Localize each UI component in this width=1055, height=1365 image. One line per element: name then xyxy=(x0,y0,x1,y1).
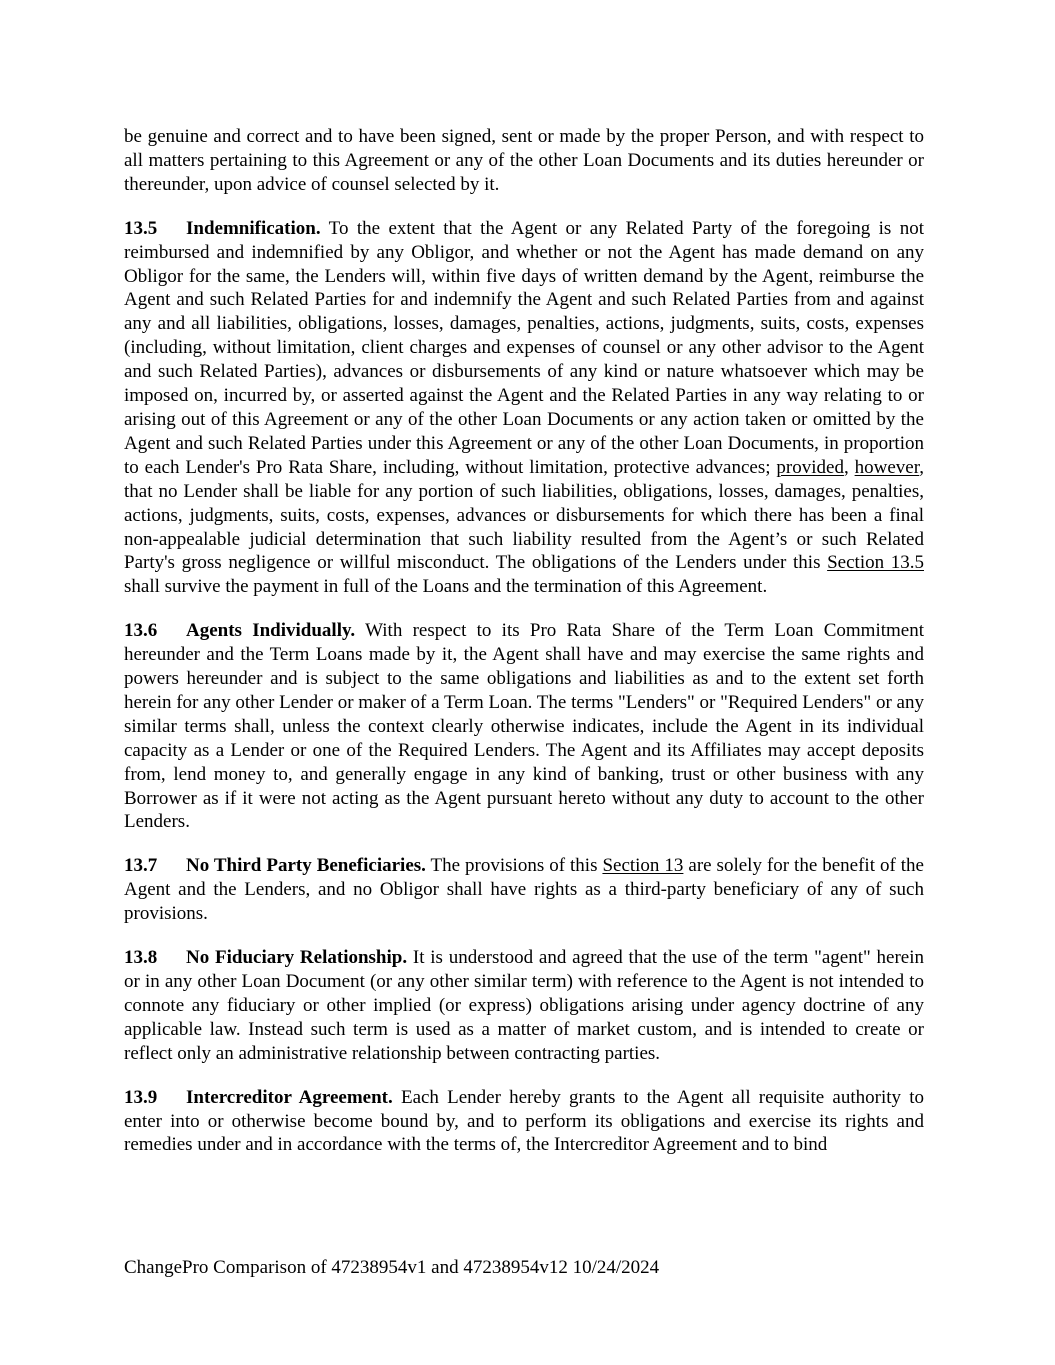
section-title: No Fiduciary Relationship. xyxy=(186,947,408,969)
document-page-body xyxy=(124,125,924,1177)
page-footer: ChangePro Comparison of 47238954v1 and 47238954v12 10/24/2024 xyxy=(124,1257,660,1278)
section-number: 13.7 xyxy=(124,855,158,877)
section-body: To the extent that the Agent or any Related Party of the foregoing is not reimbursed and indemnified by any Obligor, and whether or not the Agent has made demand on any Obligor for the same, the Lenders will, within five days of written demand by the Agent, reimburse the Agent and such Related Parties for and indemnify the Agent and such Related Parties from and against any and all liabilities, obligations, losses, damages, penalties, actions, judgments, suits, costs, expenses (including, without limitation, client charges and expenses of counsel or any other advisor to the Agent and such Related Parties), advances or disbursements of any kind or nature whatsoever which may be imposed on, incurred by, or asserted against the Agent and the Related Parties in any way relating to or arising out of this Agreement or any of the other Loan Documents or any action taken or omitted by the Agent and such Related Parties under this Agreement or any of the other Loan Documents, in proportion to each Lender's Pro Rata Share, including, without limitation, protective advances; xyxy=(124,217,924,478)
section-reference: Section 13.5 xyxy=(827,552,924,574)
provided-term: provided xyxy=(776,456,844,478)
section-number: 13.9 xyxy=(124,1086,158,1108)
section-number: 13.6 xyxy=(124,620,158,642)
section-body: , that no Lender shall be liable for any portion of such liabilities, obligations, losses, damages, penalties, actions, judgments, suits, costs, expenses, advances or disbursements for which there has been a final non-appealable judicial determination that such liability resulted from the Agent’s or such Related Party's gross negligence or willful misconduct. The obligations of the Lenders under this xyxy=(124,456,925,574)
section-title: Intercreditor Agreement. xyxy=(186,1086,393,1108)
section-body: are solely for the benefit of the Agent and the Lenders, and no Obligor shall have rights as a third-party beneficiary of any of such provisions. xyxy=(124,855,924,925)
section-title: No Third Party Beneficiaries. xyxy=(186,855,426,877)
section-title: Agents Individually. xyxy=(186,620,356,642)
section-number: 13.8 xyxy=(124,947,158,969)
section-reference: Section 13 xyxy=(602,855,684,877)
section-13-6-paragraph xyxy=(124,619,924,834)
section-title: Indemnification. xyxy=(186,217,321,239)
continuation-paragraph xyxy=(124,125,924,197)
section-number: 13.5 xyxy=(124,217,158,239)
however-term: however xyxy=(854,456,920,478)
section-13-8-paragraph xyxy=(124,946,924,1066)
section-13-7-paragraph xyxy=(124,854,924,926)
section-body: shall survive the payment in full of the Loans and the termination of this Agreement. xyxy=(124,576,768,598)
continuation-text: be genuine and correct and to have been signed, sent or made by the proper Person, and with respect to all matters pertaining to this Agreement or any of the other Loan Documents and its duties hereunder or thereunder, upon advice of counsel selected by it. xyxy=(124,126,924,195)
separator: , xyxy=(843,456,855,478)
section-body: Each Lender hereby grants to the Agent all requisite authority to enter into or otherwise become bound by, and to perform its obligations and exercise its rights and remedies under and in accordance with the terms of, the Intercreditor Agreement and to bind xyxy=(124,1086,924,1156)
section-13-5-paragraph xyxy=(124,217,924,600)
section-body: It is understood and agreed that the use of the term "agent" herein or in any other Loan Document (or any other similar term) with reference to the Agent is not intended to connote any fiduciary or other implied (or express) obligations arising under agency doctrine of any applicable law. Instead such term is used as a matter of market custom, and is intended to create or reflect only an administrative relationship between contracting parties. xyxy=(124,947,924,1064)
section-body: With respect to its Pro Rata Share of the Term Loan Commitment hereunder and the Term Loans made by it, the Agent shall have and may exercise the same rights and powers hereunder and is subject to the same obligations and liabilities as and to the extent set forth herein for any other Lender or maker of a Term Loan. The terms "Lenders" or "Required Lenders" or any similar terms shall, unless the context clearly otherwise indicates, include the Agent in its individual capacity as a Lender or one of the Required Lenders. The Agent and its Affiliates may accept deposits from, lend money to, and generally engage in any kind of banking, trust or other business with any Borrower as if it were not acting as the Agent pursuant hereto without any duty to account to the other Lenders. xyxy=(124,620,924,833)
section-body: The provisions of this xyxy=(425,855,603,877)
section-13-9-paragraph xyxy=(124,1086,924,1158)
